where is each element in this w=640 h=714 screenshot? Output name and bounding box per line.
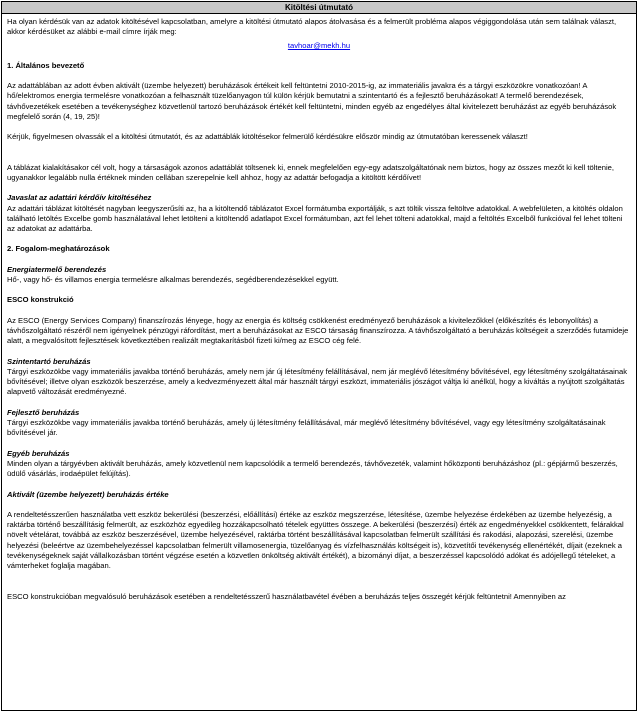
email-line [7, 41, 631, 51]
term-heading: Energiatermelő berendezés [7, 264, 107, 274]
term-heading: Aktivált (üzembe helyezett) beruházás értéke [7, 489, 169, 499]
term-heading: ESCO konstrukció [7, 295, 74, 305]
section-1-paragraph-2: Kérjük, figyelmesen olvassák el a kitöltési útmutatót, és az adattáblák kitöltésekor felmerülő kérdésükre először mindig az útmutatóban keressenek választ! [7, 132, 528, 142]
term-definition: Tárgyi eszközökbe vagy immateriális javakba történő beruházás, amely nem jár új létesítmény felállításával, nem jár meglévő létesítmény bővítésével, egy létesítmény szolgáltatásainak bővítésével; illetve olyan eszközök beszerzése, amely a kedvezményezett által már használt tárgyi eszközt, immateriális jószágot váltja ki anélkül, hogy a kiváltás a nyújtott szolgáltatás alapvető változását eredményezné. [7, 366, 628, 397]
sheet-title: Kitöltési útmutató [2, 2, 636, 14]
term-heading: Egyéb beruházás [7, 448, 70, 458]
term-definition: Hő-, vagy hő- és villamos energia termelésre alkalmas berendezés, segédberendezésekkel együtt. [7, 275, 339, 285]
section-1-heading: 1. Általános bevezető [7, 60, 85, 70]
term-definition: Minden olyan a tárgyévben aktivált beruházás, amely közvetlenül nem kapcsolódik a termelő berendezés, távhővezeték, valamint hőközponti beruházáshoz (pl.: gépjármű beszerzés, üdülő vásárlás, irodaépület felújítás). [7, 458, 618, 479]
export-tip-text: Az adattári táblázat kitöltését nagyban leegyszerűsíti az, ha a kitöltendő táblázatot Excel formátumba exportálják, s azt töltik vissza feltöltve adatokkal. A webfelületen, a kitöltés oldalon található letöltés Excelbe gomb használatával lehet letölteni a kitöltendő adatlapot Excel formátumban, azt fel lehet tölteni adatokkal, majd a feltöltés Excelből funkcióval fel lehet tölteni az adatokat az adattárba. [7, 203, 623, 234]
section-2-heading: 2. Fogalom-meghatározások [7, 244, 110, 254]
term-definition: A rendeltetésszerűen használatba vett eszköz bekerülési (beszerzési, előállítási) értéke az eszköz megszerzése, létesítése, üzembe helyezése érdekében az üzembe helyezésig, a raktárba történő beszállításig felmerült, az eszközhöz egyedileg hozzákapcsolható tételek együttes összege. A bekerülési (beszerzési) érték az engedményekkel csökkentett, felárakkal növelt vételárat, továbbá az eszköz beszerzésével, üzembe helyezésével, raktárba történt beszállításával kapcsolatban felmerült szállítási és rakodási, alapozási, szerelési, üzembe helyezési (beleértve az üzembehelyezéssel kapcsolatban felmerült villamosenergia, tüzelőanyag és vízfelhasználás költségeit is), közvetítői tevékenység ellenértékét, díjait (ezeknek a tevékenységeknek saját vállalkozásban történt végzése esetén a közvetlen önköltség aktivált értékét), a bizományi díjat, a beszerzéssel kapcsolódó adókat és adójellegű tételeket, a vámterheket foglalja magában. [7, 509, 624, 571]
export-tip-heading: Javaslat az adattári kérdőív kitöltéséhez [7, 193, 152, 203]
esco-note: ESCO konstrukcióban megvalósuló beruházások esetében a rendeltetésszerű használatbavétel évében a beruházás teljes összegét kérjük feltüntetni! Amennyiben az [7, 591, 566, 601]
instructions-content [2, 14, 636, 602]
intro-text: Ha olyan kérdésük van az adatok kitöltésével kapcsolatban, amelyre a kitöltési útmutató alapos átolvasása és a felmerült probléma alapos végiggondolása után sem találnak választ, akkor kérdésüket az alábbi e-mail címre írják meg: [7, 17, 617, 37]
section-1-paragraph-3: A táblázat kialakításakor cél volt, hogy a társaságok azonos adattáblát töltsenek ki, ennek megfelelően egy-egy adatszolgáltatónak nem biztos, hogy az összes mezőt ki kell töltenie, ugyanakkor legalább nulla értéknek minden cellában szerepelnie kell ahhoz, hogy az adattár befogadja a kitöltött kérdőívet! [7, 162, 615, 182]
term-heading: Fejlesztő beruházás [7, 407, 80, 417]
term-definition: Tárgyi eszközökbe vagy immateriális javakba történő beruházás, amely új létesítmény felállításával, már meglévő létesítmény bővítésével, vagy egy létesítmény szolgáltatásainak bővítésével jár. [7, 418, 606, 438]
term-definition: Az ESCO (Energy Services Company) finanszírozás lényege, hogy az energia és költség csökkenést eredményező beruházások a kivitelezőkkel (előkészítés és lebonyolítás) a távhőszolgáltató részéről nem igényelnek pénzügyi ráfordítást, mert a beruházásokat az ESCO társaság finanszírozza. A távhőszolgáltató a beruházás költségeit a szerződés futamideje alatt, a megvalósított fejlesztések következtében realizált megtakarításból fizeti ki/meg az ESCO cég felé. [7, 315, 629, 346]
instructions-sheet [1, 1, 637, 711]
term-heading: Szintentartó beruházás [7, 356, 91, 366]
email-link[interactable]: tavhoar@mekh.hu [287, 40, 351, 50]
section-1-paragraph-1: Az adattáblában az adott évben aktivált (üzembe helyezett) beruházások értékeit kell feltüntetni 2010-2015-ig, az immateriális javakra és a tárgyi eszközökre vonatkozóan! A hő/elektromos energia termelésre vonatkozóan a felhasznált tüzelőanyagon túl külön kérjük bemutatni a szintentartó és a fejlesztő beruházásokat! A termelő berendezések, távhővezetékek esetében a tevékenységhez közvetlenül tartozó beruházások értékét kell feltüntetni, minden egyéb az engedélyes által kivitelezett beruházást az egyéb beruházások megfelelő során (4, 19, 25)! [7, 81, 617, 122]
